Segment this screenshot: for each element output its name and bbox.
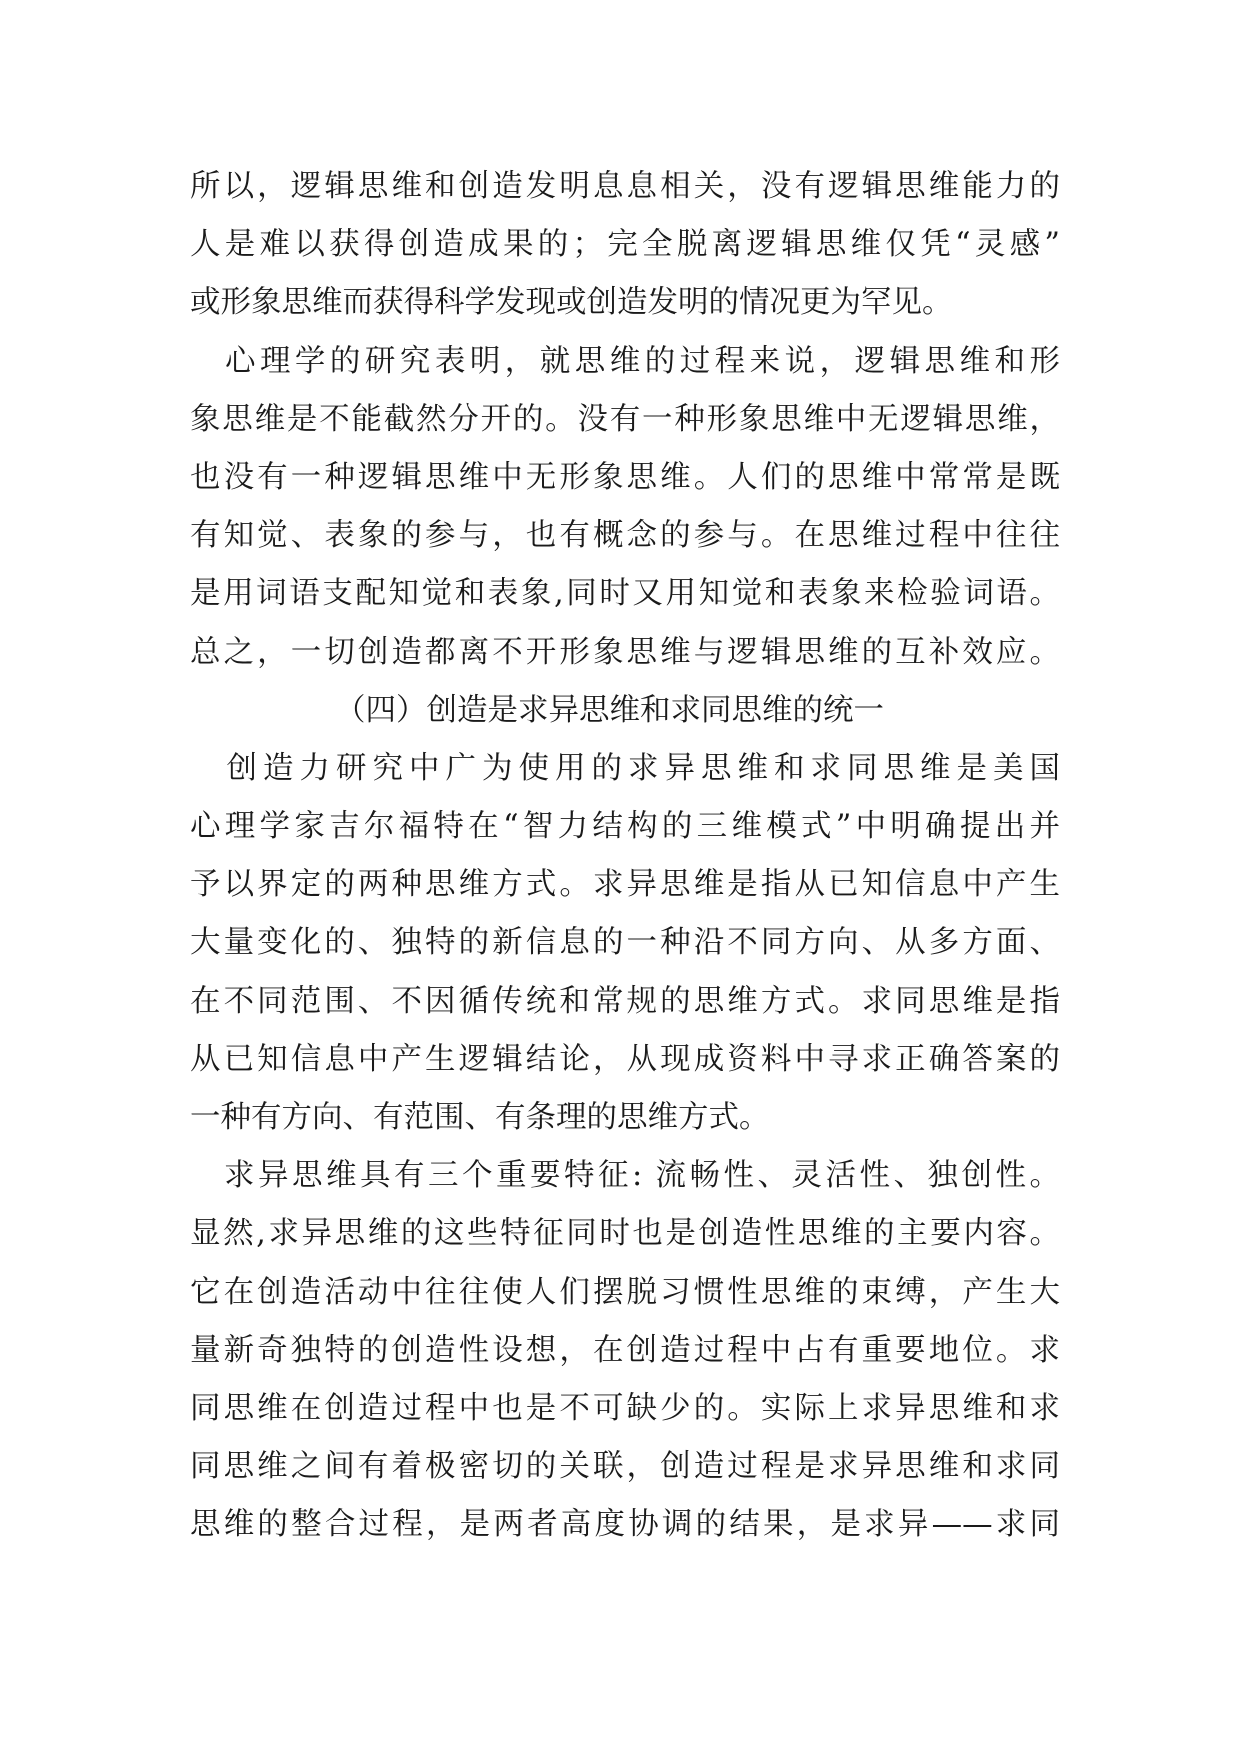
text-line: 象思维是不能截然分开的。没有一种形象思维中无逻辑思维，: [190, 401, 1060, 437]
text-line: 一种有方向、有范围、有条理的思维方式。: [190, 1100, 770, 1135]
text-line: 思维的整合过程，是两者高度协调的结果，是求异——求同: [190, 1507, 1060, 1543]
text-line: 心理学家吉尔福特在“智力结构的三维模式”中明确提出并: [190, 809, 1060, 845]
section-heading: （四）创造是求异思维和求同思维的统一: [335, 692, 884, 728]
text-line: 同思维在创造过程中也是不可缺少的。实际上求异思维和求: [190, 1390, 1060, 1426]
text-line: 有知觉、表象的参与，也有概念的参与。在思维过程中往往: [190, 518, 1060, 554]
text-line: 大量变化的、独特的新信息的一种沿不同方向、从多方面、: [190, 925, 1060, 961]
text-line: 或形象思维而获得科学发现或创造发明的情况更为罕见。: [190, 285, 953, 321]
text-line: 创造力研究中广为使用的求异思维和求同思维是美国: [190, 750, 1060, 786]
text-line: 求异思维具有三个重要特征: 流畅性、灵活性、独创性。: [190, 1158, 1060, 1194]
text-line: 予以界定的两种思维方式。求异思维是指从已知信息中产生: [190, 867, 1060, 903]
text-line: 人是难以获得创造成果的；完全脱离逻辑思维仅凭“灵感”: [190, 227, 1060, 263]
text-line: 同思维之间有着极密切的关联，创造过程是求异思维和求同: [190, 1449, 1060, 1485]
text-line: 所以，逻辑思维和创造发明息息相关，没有逻辑思维能力的: [190, 169, 1060, 204]
text-line: 量新奇独特的创造性设想，在创造过程中占有重要地位。求: [190, 1332, 1060, 1368]
text-line: 心理学的研究表明，就思维的过程来说，逻辑思维和形: [190, 343, 1060, 379]
text-line: 它在创造活动中往往使人们摆脱习惯性思维的束缚，产生大: [190, 1274, 1060, 1310]
text-line: 是用词语支配知觉和表象,同时又用知觉和表象来检验词语。: [190, 576, 1060, 612]
text-line: 总之，一切创造都离不开形象思维与逻辑思维的互补效应。: [190, 634, 1060, 670]
text-line: 在不同范围、不因循传统和常规的思维方式。求同思维是指: [190, 983, 1060, 1019]
text-line: 也没有一种逻辑思维中无形象思维。人们的思维中常常是既: [190, 459, 1060, 495]
text-line: 从已知信息中产生逻辑结论，从现成资料中寻求正确答案的: [190, 1041, 1060, 1077]
text-line: 显然,求异思维的这些特征同时也是创造性思维的主要内容。: [190, 1216, 1060, 1252]
body-text: [190, 158, 1060, 1555]
